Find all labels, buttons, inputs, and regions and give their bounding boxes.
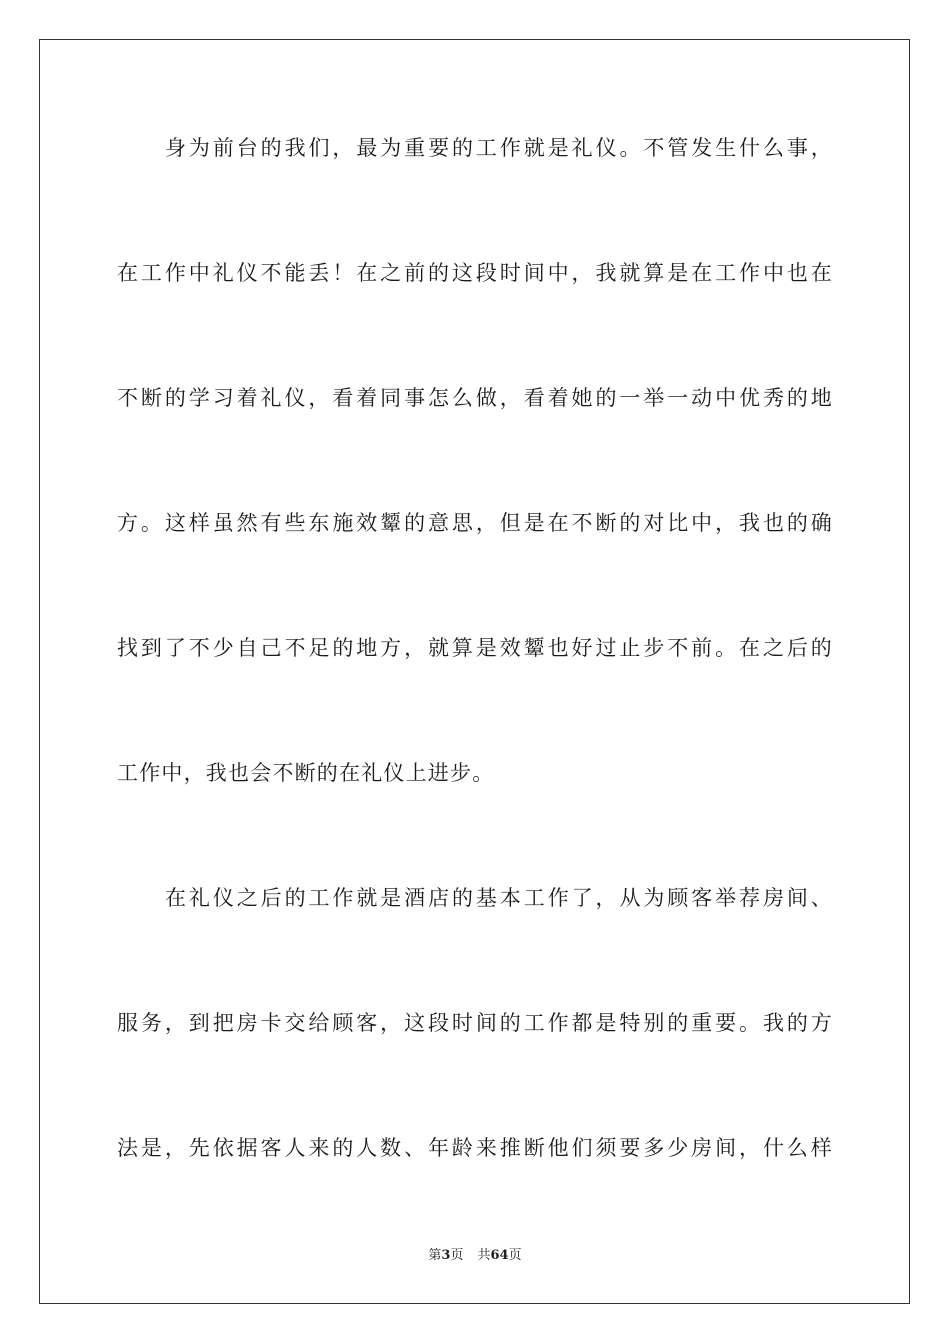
page-number: 3 — [441, 1248, 451, 1263]
paragraph-1-line-5: 找到了不少自己不足的地方，就算是效颦也好过止步不前。在之后的 — [117, 636, 833, 660]
total-suffix: 页 — [508, 1248, 522, 1263]
paragraph-2-line-3: 法是，先依据客人来的人数、年龄来推断他们须要多少房间，什么样 — [117, 1136, 833, 1160]
paragraph-2-line-1: 在礼仪之后的工作就是酒店的基本工作了，从为顾客举荐房间、 — [165, 886, 833, 910]
paragraph-1-line-1: 身为前台的我们，最为重要的工作就是礼仪。不管发生什么事， — [165, 136, 833, 160]
page-border — [39, 39, 910, 1304]
page-footer — [0, 1247, 950, 1265]
paragraph-1-line-3: 不断的学习着礼仪，看着同事怎么做，看着她的一举一动中优秀的地 — [117, 386, 833, 410]
total-pages: 64 — [490, 1248, 509, 1263]
paragraph-1-line-6: 工作中，我也会不断的在礼仪上进步。 — [117, 761, 495, 785]
paragraph-2-line-2: 服务，到把房卡交给顾客，这段时间的工作都是特别的重要。我的方 — [117, 1011, 833, 1035]
total-prefix: 共 — [477, 1248, 491, 1263]
paragraph-1-line-2: 在工作中礼仪不能丢！在之前的这段时间中，我就算是在工作中也在 — [117, 261, 833, 285]
page-suffix: 页 — [450, 1248, 464, 1263]
paragraph-1-line-4: 方。这样虽然有些东施效颦的意思，但是在不断的对比中，我也的确 — [117, 511, 833, 535]
page-prefix: 第 — [428, 1248, 442, 1263]
